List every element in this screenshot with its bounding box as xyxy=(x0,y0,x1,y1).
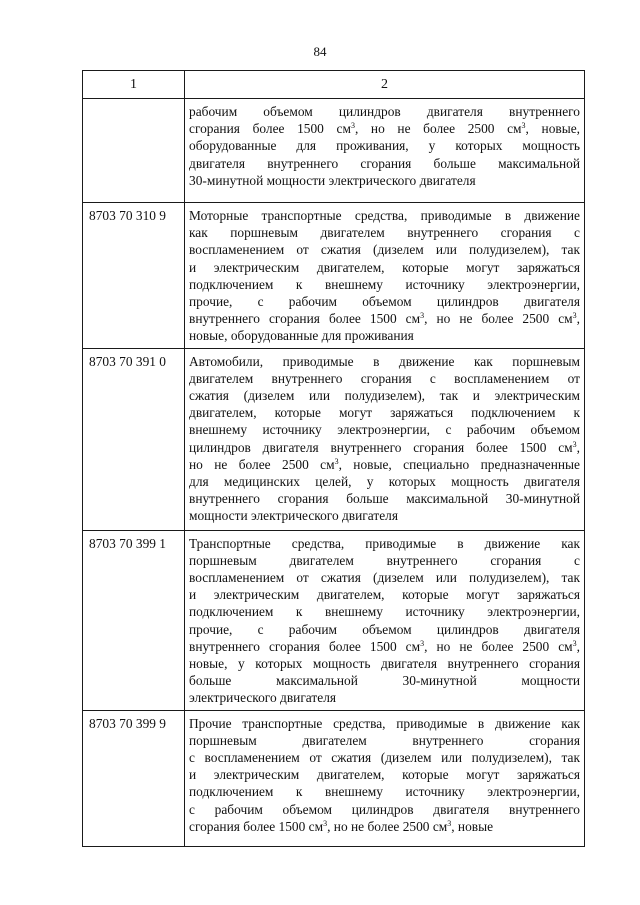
table-row xyxy=(83,530,585,710)
description-text: подключением к внешнему источнику электроэнергии, xyxy=(189,276,580,292)
description-text: , но не более 2500 см xyxy=(424,638,573,654)
description-text: цилиндров двигателя внутреннего сгорания более 1500 см xyxy=(189,439,573,455)
description-line xyxy=(189,672,580,689)
description-text: двигателем внутреннего сгорания с воспламенением от xyxy=(189,370,580,386)
description-line xyxy=(189,327,580,344)
superscript-exponent: 3 xyxy=(521,121,526,131)
page-number: 84 xyxy=(313,44,327,59)
description-line xyxy=(189,207,580,224)
description-text: воспламенением от сжатия (дизелем или полудизелем), так xyxy=(189,570,580,586)
description-line xyxy=(189,137,580,154)
description-line xyxy=(189,353,580,370)
description-cell xyxy=(185,99,585,203)
description-cell xyxy=(185,530,585,710)
description-text: сгорания более 1500 см xyxy=(189,818,324,834)
description-text: прочие, с рабочим объемом цилиндров двигателя xyxy=(189,621,580,637)
description-line xyxy=(189,456,580,473)
description-line xyxy=(189,473,580,490)
description-text: поршневым двигателем внутреннего сгорания с xyxy=(189,552,580,568)
description-line xyxy=(189,689,580,706)
description-line xyxy=(189,293,580,310)
description-text: двигателем, которые могут заряжаться подключением к xyxy=(189,405,580,421)
description-text: внутреннего сгорания более 1500 см xyxy=(189,311,421,327)
commodity-code-cell xyxy=(83,99,185,203)
description-text: воспламенением от сжатия (дизелем или полудизелем), так xyxy=(189,242,580,258)
description-text: двигателя внутреннего сгорания больше максимальной xyxy=(189,155,580,171)
description-text: как поршневым двигателем внутреннего сгорания с xyxy=(189,225,580,241)
tariff-code-table xyxy=(82,70,585,847)
description-line xyxy=(189,370,580,387)
description-line xyxy=(189,638,580,655)
description-text: , новые xyxy=(451,818,494,834)
description-text: но не более 2500 см xyxy=(189,456,335,472)
description-text: и электрическим двигателем, которые могут заряжаться xyxy=(189,587,580,603)
description-text: подключением к внешнему источнику электроэнергии, xyxy=(189,784,580,800)
description-text: и электрическим двигателем, которые могут заряжаться xyxy=(189,767,580,783)
description-text: , новые, специально предназначенные xyxy=(338,456,580,472)
description-text: больше максимальной 30-минутной мощности xyxy=(189,673,580,689)
table-header-row xyxy=(83,71,585,99)
description-line xyxy=(189,732,580,749)
description-cell xyxy=(185,348,585,530)
commodity-code-cell: 8703 70 310 9 xyxy=(83,203,185,349)
description-line xyxy=(189,310,580,327)
commodity-code-cell: 8703 70 391 0 xyxy=(83,348,185,530)
description-line xyxy=(189,439,580,456)
table-row xyxy=(83,348,585,530)
description-text: новые, оборудованные для проживания xyxy=(189,328,414,344)
description-line xyxy=(189,276,580,293)
superscript-exponent: 3 xyxy=(334,456,339,466)
description-text: внешнему источнику электроэнергии, с рабочим объемом xyxy=(189,422,580,438)
description-line xyxy=(189,552,580,569)
superscript-exponent: 3 xyxy=(420,638,425,648)
description-line xyxy=(189,603,580,620)
description-line xyxy=(189,490,580,507)
description-text: 30-минутной мощности электрического двигателя xyxy=(189,172,476,188)
superscript-exponent: 3 xyxy=(420,311,425,321)
description-text: подключением к внешнему источнику электроэнергии, xyxy=(189,604,580,620)
description-line xyxy=(189,259,580,276)
description-line xyxy=(189,120,580,137)
description-line xyxy=(189,569,580,586)
commodity-code-cell: 8703 70 399 1 xyxy=(83,530,185,710)
description-line xyxy=(189,783,580,800)
description-text: Моторные транспортные средства, приводимые в движение xyxy=(189,208,580,223)
description-text: рабочим объемом цилиндров двигателя внутреннего xyxy=(189,104,580,119)
description-text: поршневым двигателем внутреннего сгорания xyxy=(189,732,580,748)
description-text: сгорания более 1500 см xyxy=(189,121,351,137)
description-line xyxy=(189,404,580,421)
description-line xyxy=(189,507,580,524)
description-text: , но не более 2500 см xyxy=(424,311,573,327)
description-text: Транспортные средства, приводимые в движение как xyxy=(189,535,580,551)
description-line xyxy=(189,818,580,835)
description-line xyxy=(189,715,580,732)
description-text: , но не более 2500 см xyxy=(354,121,522,137)
description-text: с воспламенением от сжатия (дизелем или полудизелем), так xyxy=(189,750,580,766)
description-line xyxy=(189,103,580,120)
description-text: внутреннего сгорания более 1500 см xyxy=(189,638,421,654)
description-text: , xyxy=(576,311,580,327)
description-text: Прочие транспортные средства, приводимые в движение как xyxy=(189,715,580,731)
table-row xyxy=(83,203,585,349)
column-header-1: 1 xyxy=(83,71,185,99)
description-line xyxy=(189,224,580,241)
description-text: мощности электрического двигателя xyxy=(189,508,399,524)
superscript-exponent: 3 xyxy=(572,439,577,449)
column-header-2: 2 xyxy=(185,71,585,99)
description-cell xyxy=(185,203,585,349)
description-text: , новые, xyxy=(525,121,581,137)
description-cell xyxy=(185,710,585,846)
description-text: прочие, с рабочим объемом цилиндров двигателя xyxy=(189,294,580,310)
description-text: сжатия (дизелем или полудизелем), так и электрическим xyxy=(189,388,580,404)
description-line xyxy=(189,766,580,783)
description-line xyxy=(189,421,580,438)
superscript-exponent: 3 xyxy=(572,311,577,321)
description-line xyxy=(189,172,580,189)
description-line xyxy=(189,586,580,603)
superscript-exponent: 3 xyxy=(572,638,577,648)
description-line xyxy=(189,535,580,552)
description-text: Автомобили, приводимые в движение как поршневым xyxy=(189,353,580,369)
description-line xyxy=(189,241,580,258)
description-line xyxy=(189,155,580,172)
description-line xyxy=(189,801,580,818)
superscript-exponent: 3 xyxy=(350,121,355,131)
commodity-code-cell: 8703 70 399 9 xyxy=(83,710,185,846)
table-row xyxy=(83,710,585,846)
description-text: новые, у которых мощность двигателя внутреннего сгорания xyxy=(189,656,580,672)
superscript-exponent: 3 xyxy=(447,818,452,828)
description-text: и электрическим двигателем, которые могут заряжаться xyxy=(189,259,580,275)
superscript-exponent: 3 xyxy=(323,818,328,828)
description-line xyxy=(189,655,580,672)
description-text: , xyxy=(576,439,580,455)
description-line xyxy=(189,621,580,638)
description-text: для медицинских целей, у которых мощность двигателя xyxy=(189,474,580,490)
description-text: , xyxy=(576,638,580,654)
description-line xyxy=(189,749,580,766)
description-text: электрического двигателя xyxy=(189,690,337,706)
description-text: с рабочим объемом цилиндров двигателя внутреннего xyxy=(189,801,580,817)
description-text: оборудованные для проживания, у которых мощность xyxy=(189,138,580,154)
description-line xyxy=(189,387,580,404)
table-row xyxy=(83,99,585,203)
description-text: , но не более 2500 см xyxy=(327,818,448,834)
description-text: внутреннего сгорания больше максимальной 30-минутной xyxy=(189,491,580,507)
